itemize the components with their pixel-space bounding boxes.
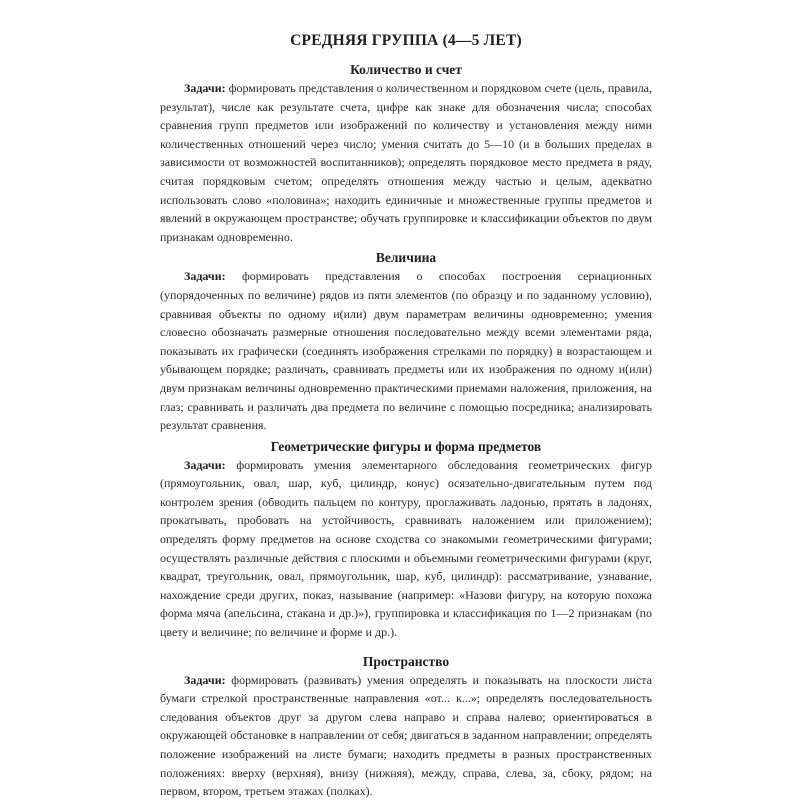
section-body-text: формировать представления о количественном и порядковом счете (цель, правила, результат), числе как результате счета, цифре как знаке для обозначения числа; способах сравнения групп предметов или изображений по количеству и установления между ними количественных отношений через число; умения считать до 5—10 (и в больших пределах в зависимости от возможностей воспитанников); определять порядковое место предмета в ряду, считая порядковым счетом; определять отношения между частью и целым, адекватно использовать слово «половина»; находить единичные и множественные группы предметов и явлений в окружающем пространстве; обучать группировке и классификации объектов по двум признакам одновременно. xyxy=(160,81,653,244)
document-page xyxy=(160,30,652,805)
section-paragraph xyxy=(160,79,652,246)
task-label: Задачи: xyxy=(184,81,226,95)
section-heading: Пространство xyxy=(362,653,450,669)
page-title: СРЕДНЯЯ ГРУППА (4—5 ЛЕТ) xyxy=(290,32,522,49)
section-geometric-shapes xyxy=(160,439,652,642)
section-quantity-and-counting xyxy=(160,62,652,246)
task-label: Задачи: xyxy=(184,457,226,472)
task-label: Задачи: xyxy=(184,269,226,284)
section-heading: Количество и счет xyxy=(350,62,462,77)
section-paragraph xyxy=(160,671,652,801)
section-body-text: формировать представления о способах построения сериационных (упорядоченных по величине) рядов из пяти элементов (по образцу и по заданному условию), сравнивая объекты по одному и(или) двум параметрам величины одновременно; умения словесно обозначать размерные отношения последовательно между всеми элементами ряда, показывать их графически (соединять изображения стрелками по порядку) в возрастающем и убывающем порядке; различать, сравнивать предметы или их изображения по одному и(или) двум признакам величины одновременно практическими приемами наложения, приложения, на глаз; сравнивать и различать два предмета по величине с помощью посредника; анализировать результат сравнения. xyxy=(160,269,652,433)
section-size xyxy=(160,250,652,434)
section-body-text: формировать умения элементарного обследования геометрических фигур (прямоугольник, овал, шар, куб, цилиндр, конус) осязательно-двигательным путем под контролем зрения (обводить пальцем по контуру, проглаживать ладонью, прятать в ладонях, прокатывать, пробовать на устойчивость, сравнивать наложением или приложением); определять форму предметов на основе сходства со знакомыми геометрическими фигурами; осуществлять различные действия с плоскими и объемными геометрическими фигурами (круг, квадрат, треугольник, овал, прямоугольник, шар, куб, цилиндр): рассматривание, узнавание, нахождение среди других, показ, называние (например: «Назови фигуру, на которую похожа форма мяча (апельсина, стакана и др.)»), группировка и классификация по 1—2 признакам (по цвету и величине; по величине и форме и др.). xyxy=(160,457,652,640)
section-heading: Геометрические фигуры и форма предметов xyxy=(270,438,542,454)
section-body-text: формировать (развивать) умения определять и показывать на плоскости листа бумаги стрелкой пространственные направления «от... к...»; определять последовательность следования объектов друг за другом слева направо и справа налево; ориентироваться в окружающей обстановке в направлении от себя; двигаться в заданном направлении; определять положение изображений на листе бумаги; находить предметы в разных пространственных положениях: вверху (верхняя), внизу (нижняя), между, справа, слева, за, сбоку, рядом; на первом, втором, третьем этажах (полках). xyxy=(160,672,652,799)
section-paragraph xyxy=(160,456,652,642)
section-space xyxy=(160,654,652,801)
task-label: Задачи: xyxy=(184,672,226,687)
section-paragraph xyxy=(160,267,652,434)
section-heading: Величина xyxy=(375,250,437,266)
